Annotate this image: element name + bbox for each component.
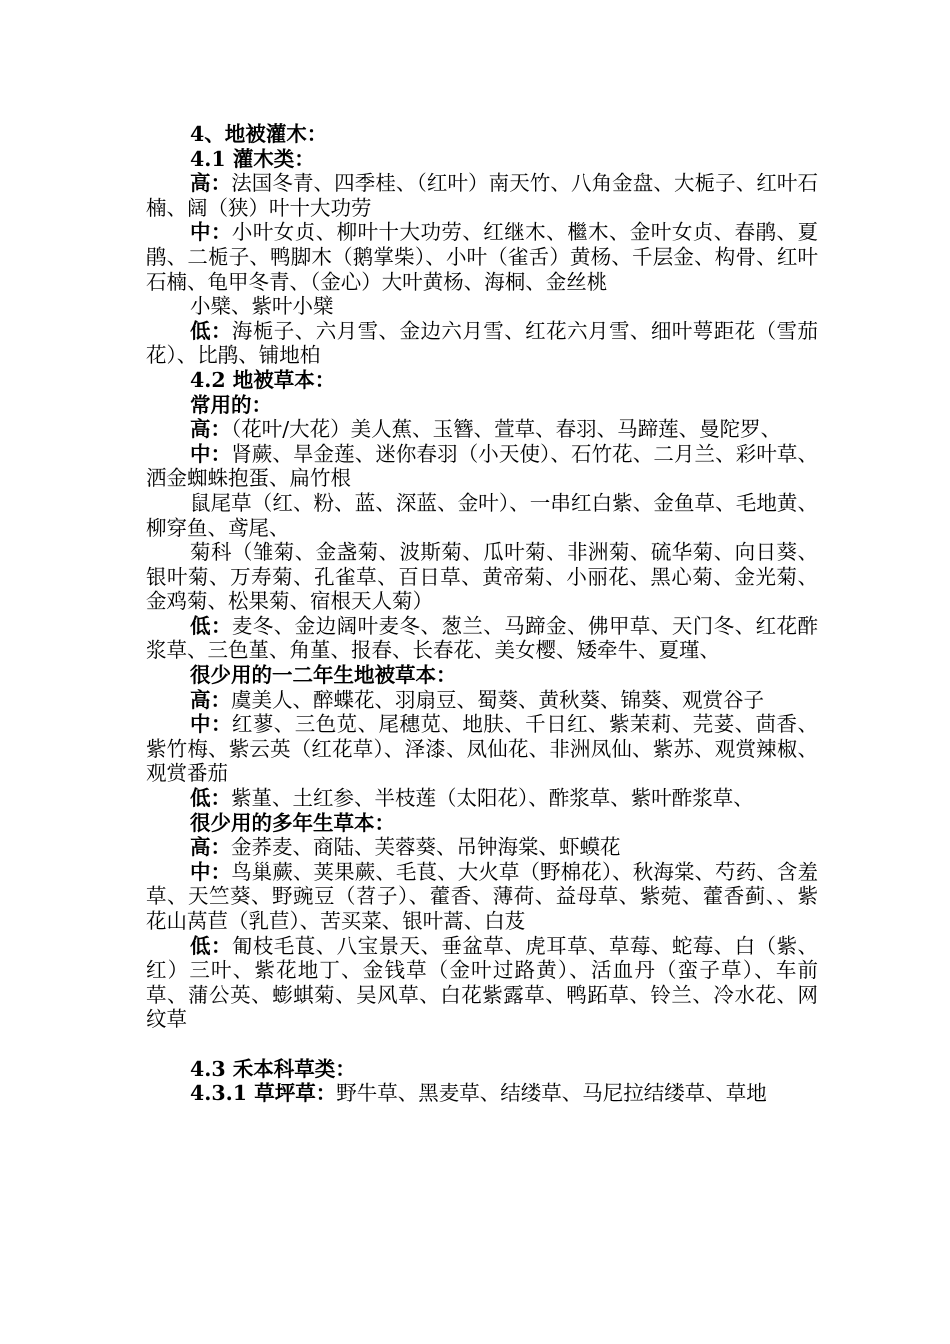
lawn-label: 4.3.1 草坪草： <box>190 1081 337 1106</box>
annual-high-paragraph <box>146 688 818 713</box>
shrub-high-text: 法国冬青、四季桂、（红叶）南天竹、八角金盘、大栀子、红叶石楠、阔（狭）叶十大功劳 <box>146 171 819 220</box>
annual-low-label: 低： <box>190 786 231 811</box>
perennial-low-text: 匍枝毛茛、八宝景天、垂盆草、虎耳草、草莓、蛇莓、白（紫、红）三叶、紫花地丁、金钱草（金叶过路黄）、活血丹（蛮子草）、车前草、蒲公英、蟛蜞菊、吴风草、白花紫露草、鸭跖草、铃兰、冷水花、网纹草 <box>146 933 819 1032</box>
shrub-mid-text: 小叶女贞、柳叶十大功劳、红继木、檵木、金叶女贞、春鹃、夏鹃、二栀子、鸭脚木（鹅掌柴）、小叶（雀舌）黄杨、千层金、构骨、红叶石楠、龟甲冬青、（金心）大叶黄杨、海桐、金丝桃 <box>146 220 819 294</box>
common-mid-text: 肾蕨、旱金莲、迷你春羽（小天使）、石竹花、二月兰、彩叶草、洒金蜘蛛抱蛋、扁竹根 <box>146 441 819 491</box>
perennial-mid-label: 中： <box>190 859 232 884</box>
perennial-high-text: 金荞麦、商陆、芙蓉葵、吊钟海棠、虾蟆花 <box>231 835 621 860</box>
perennial-low-paragraph <box>146 934 818 1032</box>
annual-title: 很少用的一二年生地被草本： <box>190 663 457 688</box>
common-low-text: 麦冬、金边阔叶麦冬、葱兰、马蹄金、佛甲草、天门冬、红花酢浆草、三色堇、角堇、报春、长春花、美女樱、矮牵牛、夏瑾、 <box>146 613 819 663</box>
perennial-title: 很少用的多年生草本： <box>190 810 395 835</box>
annual-high-text: 虞美人、醉蝶花、羽扇豆、蜀葵、黄秋葵、锦葵、观赏谷子 <box>231 687 764 712</box>
document-page <box>146 122 818 1106</box>
common-title: 常用的： <box>190 392 272 417</box>
annual-mid-label: 中： <box>190 712 232 737</box>
shrub-low-label: 低： <box>190 318 232 343</box>
lawn-text: 野牛草、黑麦草、结缕草、马尼拉结缕草、草地 <box>336 1081 767 1106</box>
shrub-mid-paragraph <box>146 220 818 294</box>
common-high-paragraph <box>146 417 818 442</box>
common-high-label: 高： <box>190 417 231 442</box>
annual-high-label: 高： <box>190 687 231 712</box>
blank-line <box>146 1032 818 1057</box>
annual-mid-text: 红蓼、三色苋、尾穗苋、地肤、千日红、紫茉莉、芫荽、茴香、紫竹梅、紫云英（红花草）、泽漆、凤仙花、非洲凤仙、紫苏、观赏辣椒、观赏番茄 <box>146 712 819 786</box>
perennial-mid-text: 鸟巢蕨、荚果蕨、毛茛、大火草（野棉花）、秋海棠、芍药、含羞草、天竺葵、野豌豆（苕子）、藿香、薄荷、益母草、紫菀、藿香蓟、、紫花山莴苣（乳苣）、苦买菜、银叶蒿、白芨 <box>146 859 819 933</box>
perennial-low-label: 低： <box>190 933 232 958</box>
shrub-mid-label: 中： <box>190 220 232 245</box>
lawn-paragraph <box>146 1081 818 1106</box>
common-low-label: 低： <box>190 613 232 638</box>
shrub-high-label: 高： <box>190 171 232 196</box>
annual-low-paragraph <box>146 786 818 811</box>
shrub-mid-paragraph-2: 小檗、紫叶小檗 <box>190 294 334 319</box>
common-high-text: （花叶/大花）美人蕉、玉簪、萱草、春羽、马蹄莲、曼陀罗、 <box>231 417 782 442</box>
heading-4-3: 4.3 禾本科草类： <box>190 1056 356 1081</box>
shrub-low-text: 海栀子、六月雪、金边六月雪、红花六月雪、细叶萼距花（雪茄花）、比鹃、铺地柏 <box>146 318 819 368</box>
perennial-mid-paragraph <box>146 860 818 934</box>
perennial-high-paragraph <box>146 835 818 860</box>
perennial-high-label: 高： <box>190 835 231 860</box>
annual-low-text: 紫堇、土红参、半枝莲（太阳花）、酢浆草、紫叶酢浆草、 <box>231 786 754 811</box>
common-mid-paragraph <box>146 442 818 491</box>
shrub-low-paragraph <box>146 319 818 368</box>
annual-mid-paragraph <box>146 712 818 786</box>
common-low-paragraph <box>146 614 818 663</box>
common-mid-label: 中： <box>190 441 232 466</box>
heading-4: 4、地被灌木： <box>190 122 328 146</box>
common-mid-paragraph-3: 菊科（雏菊、金盏菊、波斯菊、瓜叶菊、非洲菊、硫华菊、向日葵、银叶菊、万寿菊、孔雀草、百日草、黄帝菊、小丽花、黑心菊、金光菊、金鸡菊、松果菊、宿根天人菊） <box>146 540 818 614</box>
shrub-high-paragraph <box>146 171 818 220</box>
heading-4-2: 4.2 地被草本： <box>190 367 336 392</box>
common-mid-paragraph-2: 鼠尾草（红、粉、蓝、深蓝、金叶）、一串红白紫、金鱼草、毛地黄、柳穿鱼、鸢尾、 <box>146 490 818 540</box>
heading-4-1: 4.1 灌木类： <box>190 146 315 171</box>
